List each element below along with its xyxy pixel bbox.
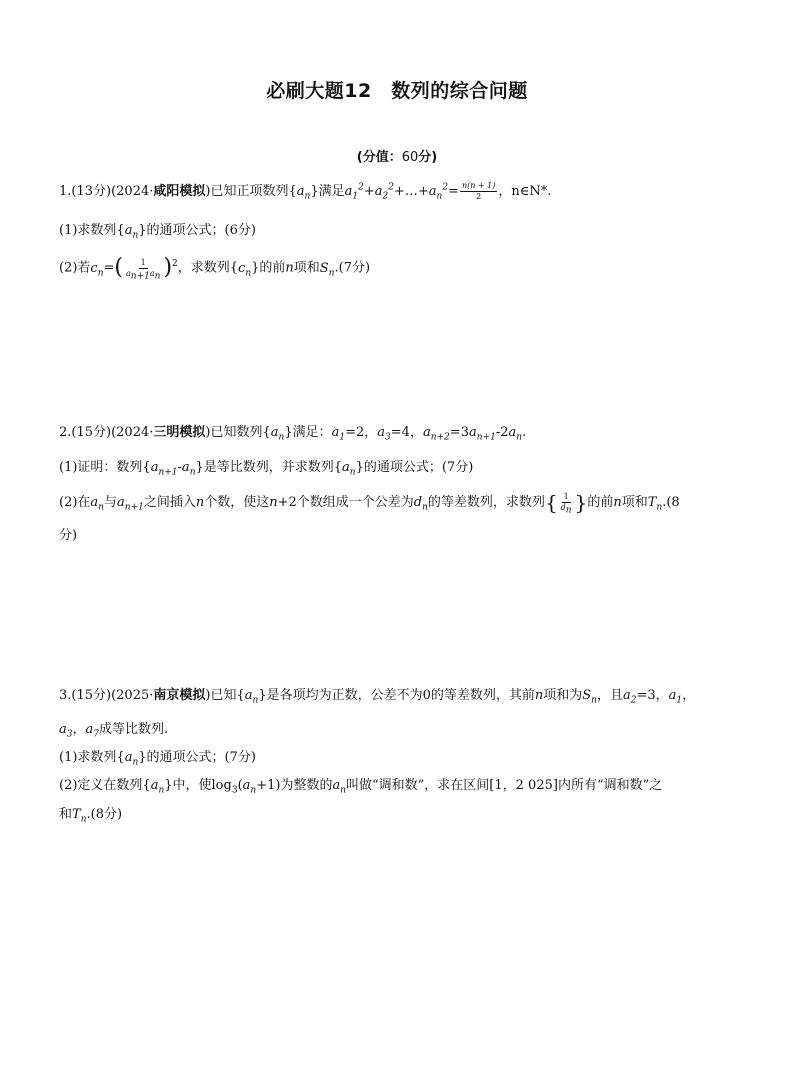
stem-text: -2 (495, 425, 509, 440)
math-c-n: $c_n$ (238, 260, 252, 279)
problem-number: 3. (59, 688, 72, 703)
fraction (124, 257, 162, 282)
part-text: (2)若 (59, 260, 91, 276)
math-n: n (269, 495, 278, 510)
problem-source: 南京模拟 (153, 688, 206, 703)
part-text: .(7分) (334, 260, 371, 276)
part-text: (1)证明：数列{ (59, 460, 151, 475)
math-a-n: $a_n$ (90, 495, 104, 513)
fraction-numerator: n(n + 1) (461, 181, 496, 190)
part-text: }中，使log (164, 778, 232, 793)
problem-3-part-2-cont (59, 805, 122, 825)
math-a-n2: $a_{n+2}$ (422, 425, 450, 443)
part-text: (2)定义在数列{ (59, 778, 151, 793)
problem-number: 2. (59, 425, 72, 440)
stem-tail: ，n∈N*. (498, 184, 552, 199)
problem-points: (13分) (71, 184, 112, 199)
math-t-n: $T_n$ (72, 807, 87, 825)
math-a-n: $a_n$ (296, 184, 311, 202)
part-text: ，求数列{ (177, 260, 239, 276)
part-text: (1)求数列{ (59, 750, 125, 765)
math-s-n: $S_n$ (319, 260, 335, 279)
stem-text: 已知数列{ (210, 425, 271, 440)
fraction-denominator: $a_{n+1}a_n$ (126, 268, 161, 282)
math-diff: $a_{n+1}-a_n$ (150, 460, 196, 478)
math-n: n (534, 688, 544, 703)
score-line (0, 146, 794, 165)
source-close: ) (205, 425, 211, 440)
problem-3-stem (59, 686, 695, 706)
math-a-n: $a_n$ (342, 460, 356, 478)
math-n: n (285, 260, 294, 276)
stem-text: ， (682, 688, 696, 703)
problem-1-part-2: (2)若$c_n=$( $\frac{1}{a_{n+1}a_n}$ )$^2$，求数列$\{c_n\}$的前n项和$S_n.(7$分) (59, 255, 371, 282)
math-a-n: $a_n$ (332, 778, 347, 796)
problem-number: 1. (59, 184, 72, 199)
part-text: 与 (103, 495, 117, 510)
stem-text: 已知{ (210, 688, 245, 703)
problem-points: (15分) (71, 688, 112, 703)
part-text: 分) (59, 528, 78, 543)
stem-text: =3 (449, 425, 469, 440)
math-a-n: $a_n$ (508, 425, 523, 443)
math-a-n1: $a_{n+1}$ (468, 425, 496, 443)
stem-text: 已知正项数列{ (210, 184, 297, 199)
math-c-n: $c_n$ (90, 260, 104, 279)
part-text: +1)为整数的 (256, 778, 333, 793)
problem-source-year: (2025· (111, 688, 154, 703)
brace-open: { (544, 490, 558, 515)
paren-open: ( (114, 255, 123, 280)
problem-3-stem-cont (59, 720, 168, 740)
fraction-numerator: 1 (140, 257, 146, 267)
math-a-n: $a_n$ (244, 688, 259, 706)
part-text: }的通项公式；(7分) (138, 750, 256, 765)
problem-1-stem: 1.(13分)(2024·咸阳模拟)已知正项数列$\{a_n\}$满足$a_1^2+a_2^2+\dots+a_n^2=$ $\frac{n(n + 1)}{2}$ ，n∈N*. (59, 181, 552, 202)
math-a-3: $a_3$ (59, 722, 73, 740)
part-text: 和 (59, 807, 73, 822)
part-text: (2)在 (59, 495, 91, 510)
part-text: 个数，使这 (204, 495, 270, 510)
part-text: }的前 (251, 260, 286, 276)
math-sum-squares: $a_1^2+a_2^2+\dots+a_n^2$ (344, 182, 449, 202)
math-n: n (613, 495, 622, 510)
part-text: 项和 (621, 495, 648, 510)
problem-3-part-1 (59, 748, 256, 768)
math-s-n: $S_n$ (582, 688, 597, 706)
part-text: }的通项公式；(6分) (138, 223, 256, 238)
part-text: +2个数组成一个公差为 (277, 495, 414, 510)
math-a-n: $a_n$ (124, 750, 139, 768)
fraction-numerator: 1 (563, 492, 569, 501)
part-text: ( (237, 778, 243, 793)
math-a-n: $a_n$ (150, 778, 165, 796)
score-unit: 分) (418, 150, 438, 165)
problem-2-part-1 (59, 458, 473, 478)
part-text: 项和 (293, 260, 320, 276)
math-a-3: $a_3$ (377, 425, 391, 443)
problem-1-part-1 (59, 221, 256, 241)
part-text: 的前 (587, 495, 614, 510)
problem-2-stem: 2.(15分)(2024·三明模拟)已知数列$\{a_n\}$满足：$a_1=2$，$a_3=4$，$a_{n+2}=3a_{n+1}-2a_n$. (59, 425, 527, 443)
problem-source: 三明模拟 (153, 425, 206, 440)
math-a-1: $a_1$ (668, 688, 683, 706)
part-text: .(8分) (86, 807, 123, 822)
math-a-1: $a_1$ (331, 425, 346, 443)
stem-text: }是各项均为正数，公差不为0的等差数列，其前 (258, 688, 535, 703)
math-a-n1: $a_{n+1}$ (117, 495, 144, 513)
problem-source-year: (2024· (111, 425, 154, 440)
score-label: (分值： (356, 150, 402, 165)
part-text: }的通项公式；(7分) (355, 460, 474, 475)
problem-source: 咸阳模拟 (153, 184, 206, 199)
problem-2-part-2 (59, 490, 680, 516)
math-a-n: $a_n$ (124, 223, 139, 241)
stem-text: =4， (390, 425, 423, 440)
math-d-n: $d_n$ (413, 495, 428, 513)
stem-text: }满足： (284, 425, 332, 440)
problem-points: (15分) (71, 425, 112, 440)
brace-close: } (574, 490, 588, 515)
score-value: 60 (401, 150, 419, 165)
math-a-n: $a_n$ (242, 778, 257, 796)
fraction (559, 492, 574, 516)
part-text: 的等差数列，求数列 (427, 495, 545, 510)
part-text: (1)求数列{ (59, 223, 125, 238)
fraction (460, 181, 497, 202)
paren-close: ) (163, 255, 173, 280)
math-n: n (195, 495, 205, 510)
problem-3-part-2: (2)定义在数列$\{a_n\}$中，使$\log_3(a_n+1)$为整数的$a_n$叫做“调和数”，求在区间[1，2 025]内所有“调和数”之 (59, 778, 663, 796)
stem-text: }满足 (310, 184, 345, 199)
math-a-n: $a_n$ (270, 425, 285, 443)
fraction-denominator: $d_n$ (560, 503, 572, 516)
stem-text: =2， (345, 425, 378, 440)
stem-text: =3， (636, 688, 669, 703)
fraction-denominator: 2 (476, 192, 482, 201)
part-text: 叫做“调和数”，求在区间[1，2 025]内所有“调和数”之 (346, 778, 663, 793)
source-close: ) (205, 688, 211, 703)
stem-text: ，且 (596, 688, 623, 703)
math-a-7: $a_7$ (85, 722, 100, 740)
page-title: 必刷大题12 数列的综合问题 (266, 80, 528, 102)
stem-text: ， (72, 722, 86, 737)
source-close: ) (205, 184, 211, 199)
math-t-n: $T_n$ (647, 495, 663, 513)
problem-source-year: (2024· (111, 184, 154, 199)
stem-text: 项和为 (543, 688, 583, 703)
part-text: 之间插入 (143, 495, 196, 510)
math-a-2: $a_2$ (622, 688, 637, 706)
part-text: .(8 (662, 495, 680, 510)
stem-text: 成等比数列. (99, 722, 169, 737)
part-text: }是等比数列，并求数列{ (195, 460, 343, 475)
problem-2-part-2-cont (59, 526, 77, 546)
